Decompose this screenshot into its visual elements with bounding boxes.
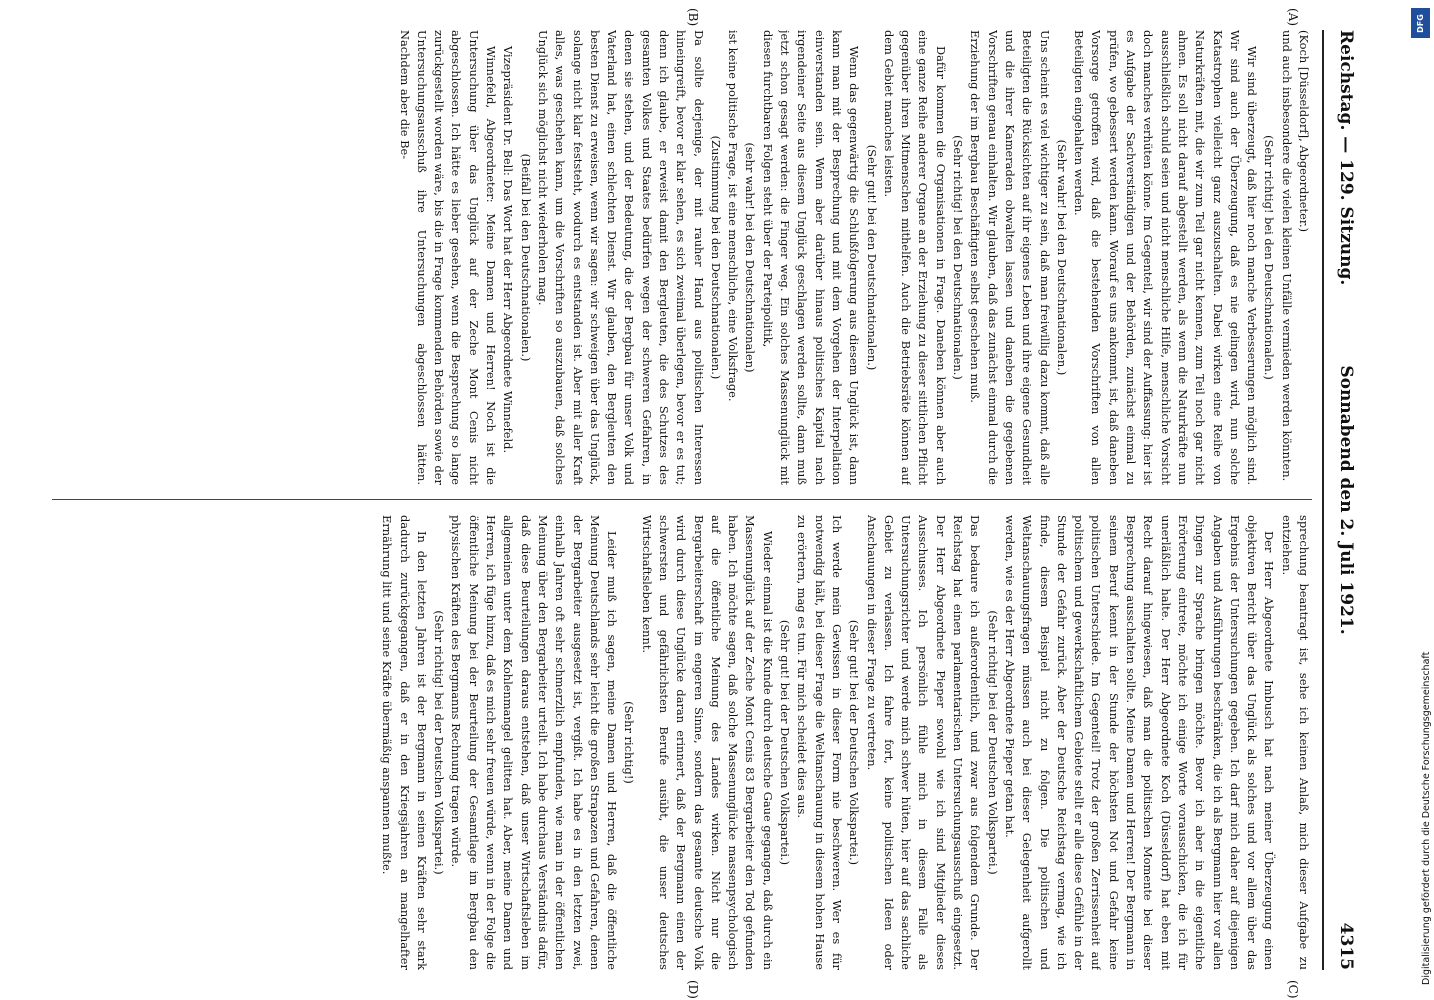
paragraph: (Sehr gut! bei der Deutschen Volkspartei.) — [778, 619, 793, 866]
right-text-column — [52, 515, 1312, 970]
paragraph: sprechung beantragt ist, sehe ich keinen Anlaß, mich dieser Aufgabe zu entziehen. — [1279, 515, 1311, 970]
paragraph: Vizepräsident Dr. Bell: Das Wort hat der Herr Abgeordnete Winnefeld. — [501, 46, 516, 454]
paragraph: Winnefeld, Abgeordneter: Meine Damen und Herren! Noch ist die Untersuchung über das Unglück auf der Zeche Mont Cenis nicht abgeschlossen. Ich hätte es lieber gesehen, wenn die Besprechung so lange zurückgestellt worden wäre, bis die in Frage kommenden Behörden sowie der Untersuchungsausschuß ihre Untersuchungen abgeschlossen hätten. Nachdem aber die Be- — [397, 30, 499, 485]
header-session: Reichstag. — 129. Sitzung. — [1336, 30, 1356, 286]
paragraph: und auch insbesondere die vielen kleinen Unfälle vermieden werden könnten. — [1279, 30, 1294, 482]
paragraph: (Sehr richtig! bei der Deutschen Volkspartei.) — [432, 610, 447, 875]
paragraph: (Sehr gut! bei den Deutschnationalen.) — [864, 144, 879, 371]
paragraph: ist keine politische Frage, ist eine menschliche, eine Volksfrage. — [726, 30, 741, 402]
column-divider — [52, 499, 1312, 500]
paragraph: Wenn das gegenwärtig die Schlußfolgerung aus diesem Unglück ist, dann kann man mit der Besprechung und mit dem Vorgehen der Interpellation einverstanden sein. Wenn aber darüber hinaus politisches Kapital nach irgendeiner Seite aus diesem Unglück geschlagen werden sollte, dann muß jetzt schon gesagt werden: die Finger weg. Ein solches Massenunglück mit diesen furchtbaren Folgen steht über der Parteipolitik, — [760, 30, 862, 485]
paragraph: (Sehr richtig!) — [622, 701, 637, 784]
paragraph: (Sehr richtig! bei den Deutschnationalen.) — [951, 135, 966, 380]
paragraph: Da sollte derjenige, der mit rauher Hand aus politischen Interessen hineingreift, bevor er klar sehen, es sich zweimal überlegen, bevor er es tut; denn ich glaube, er erweist damit den Bergleuten, die des Schutzes des gesamten Volkes und Staates bedürfen wegen der schweren Gefahren, in denen sie stehen, und der Bedeutung, die der Bergbau für unser Volk und Vaterland hat, einen schlechten Dienst. Wir glauben, den Bergleuten den besten Dienst zu erweisen, wenn wir sagen: wir schweigen über das Unglück, solange nicht klar feststeht, wodurch es entstanden ist. Aber mit aller Kraft alles, was geschehen kann, um die Vorschriften so auszubauen, daß solches Unglück sich möglichst nicht wiederholen mag. — [535, 30, 706, 485]
paragraph: Wieder einmal ist die Kunde durch deutsche Gaue gegangen, daß durch ein Massenunglück auf der Zeche Mont Cenis 83 Bergarbeiter den Tod gefunden haben. Ich möchte sagen, daß solche Massenunglücke massenpsychologisch auf die öffentliche Meinung des Landes wirken. Nicht nur die Bergarbeiterschaft im engeren Sinne, sondern das gesamte deutsche Volk wird durch diese Unglücke daran erinnert, daß der Bergmann einen der schwersten und gefährlichsten Berufe ausübt, die unser deutsches Wirtschaftsleben kennt. — [639, 515, 775, 970]
paragraph: (Zustimmung bei den Deutschnationalen.) — [708, 135, 723, 380]
paragraph: (Sehr wahr! bei den Deutschnationalen.) — [1054, 139, 1069, 376]
margin-marker-d: (D) — [686, 980, 700, 999]
paragraph: Leider muß ich sagen, meine Damen und Herren, daß die öffentliche Meinung Deutschlands sehr leicht die großen Strapazen und Gefahren, denen der Bergarbeiter ausgesetzt ist, vergißt. Ich habe es in den letzten zwei, einhalb Jahren oft sehr schmerzlich empfunden, wie man in der öffentlichen Meinung über den Bergarbeiter urteilt. Ich habe durchaus Verständnis dafür, daß diese Beurteilungen daraus entstehen, daß unser Wirtschaftsleben im allgemeinen unter dem Kohlenmangel gelitten hat. Aber, meine Damen und Herren, ich füge hinzu, daß es mich sehr freuen würde, wenn in der Folge die öffentliche Meinung bei der Beurteilung der Gesamtlage im Bergbau den physischen Kräften des Bergmanns Rechnung tragen würde. — [449, 515, 620, 970]
dfg-logo: DFG — [1411, 8, 1430, 38]
paragraph: Wir sind überzeugt, daß hier noch manche Verbesserungen möglich sind. Wir sind auch der Überzeugung, daß es nie gelingen wird, nun solche Katastrophen vielleicht ganz auszuschalten. Dabei wirken eine Reihe von Naturkräften mit, die wir zum Teil gar nicht kennen, zum Teil noch gar nicht ahnen. Es soll nicht darauf abgestellt werden, als wenn die Naturkräfte nun ausschließlich schuld seien und nicht menschliche Hilfe, menschliche Vorsicht doch manches verhüten könne. Im Gegenteil, wir sind der Auffassung: hier ist es Aufgabe der Sachverständigen und der Behörden, zunächst einmal zu prüfen, wo gebessert werden kann. Worauf es uns ankommt, ist, daß daneben Vorsorge getroffen wird, daß die bestehenden Vorschriften von allen Beteiligten eingehalten werden. — [1072, 30, 1260, 485]
paragraph: Das bedaure ich außerordentlich, und zwar aus folgendem Grunde. Der Reichstag hat einen parlamentarischen Untersuchungsausschuß eingesetzt. Der Herr Abgeordnete Pieper sowohl wie ich sind Mitglieder dieses Ausschusses. Ich persönlich fühle mich in diesem Falle als Untersuchungsrichter und werde mich schwer hüten, hier auf das sachliche Gebiet zu verlassen. Ich fahre fort, keine politischen Ideen oder Anschauungen in dieser Frage zu vertreten. — [864, 515, 983, 970]
paragraph: Dafür kommen die Organisationen in Frage. Daneben können aber auch eine ganze Reihe anderer Organe an der Erziehung zu dieser sittlichen Pflicht gegenüber ihren Mitmenschen mithelfen. Auch die Betriebsräte können auf dem Gebiet manches leisten. — [881, 30, 948, 485]
paragraph: (Sehr gut! bei der Deutschen Volkspartei.) — [847, 619, 862, 866]
paragraph: Ich werde mein Gewissen in dieser Form nie beschweren. Wer es für notwendig hält, bei dieser Frage die Weltanschauung in diesem hohen Hause zu erörtern, mag es tun. Für mich scheidet dies aus. — [795, 515, 844, 970]
margin-marker-c: (C) — [1286, 980, 1300, 999]
paragraph: In den letzten Jahren ist der Bergmann in seinen Kräften sehr stark dadurch zurückgegangen, daß er in den Kriegsjahren an mangelhafter Ernährung litt und seine Kräfte übermäßig anspannen mußte. — [380, 515, 429, 970]
margin-marker-a: (A) — [1286, 8, 1300, 27]
left-text-column — [52, 30, 1312, 485]
page-header — [1322, 30, 1360, 970]
paragraph: (sehr wahr! bei den Deutschnationalen) — [743, 142, 758, 373]
paragraph: Der Herr Abgeordnete Imbusch hat nach meiner Überzeugung einen objektiven Bericht über das Unglück als solches und vor allem über das Ergebnis der Untersuchungen gegeben. Ich darf mich daher auf diejenigen Angaben und Ausführungen beschränken, die ich als Bergmann hier vor allen Dingen zur Sprache bringen möchte. Bevor ich aber in die eigentliche Erörterung eintrete, möchte ich einige Worte vorausschicken, die ich für unerläßlich halte. Der Herr Abgeordnete Koch (Düsseldorf) hat eben mit Recht darauf hingewiesen, daß man die politischen Momente bei dieser Besprechung ausschalten sollte. Meine Damen und Herren! Der Bergmann in seinem Beruf kennt in der Stunde der höchsten Not und Gefahr keine politischen Unterschiede. Im Gegenteil! Trotz der großen Zerrissenheit auf politischem und gewerkschaftlichem Gebiete stellt er alle diese Gefühle in der Stunde der Gefahr zurück. Aber der Deutsche Reichstag vermag, wie ich finde, diesem Beispiel nicht zu folgen. Die politischen und Weltanschauungsfragen müssen auch bei dieser Gelegenheit aufgerollt werden, wie es der Herr Abgeordnete Pieper getan hat. — [1002, 515, 1277, 970]
header-date: Sonnabend den 2. Juli 1921. — [1336, 365, 1356, 635]
paragraph: (Koch [Düsseldorf], Abgeordneter.) — [1297, 30, 1311, 233]
sidebar-credit: Digitalisierung gefördert durch die Deutsche Forschungsgemeinschaft — [1421, 651, 1432, 985]
digitization-sidebar — [1408, 0, 1434, 1000]
paragraph: (Sehr richtig! bei den Deutschnationalen.) — [1262, 135, 1277, 380]
paragraph: (Beifall bei den Deutschnationalen.) — [518, 153, 533, 362]
paragraph: (Sehr richtig! bei der Deutschen Volkspartei.) — [985, 610, 1000, 875]
paragraph: Uns scheint es viel wichtiger zu sein, daß man freiwillig dazu kommt, daß alle Beteiligten die Rücksichten auf ihr eigenes Leben und ihre eigene Gesundheit und die ihrer Kameraden obwalten lassen und daneben die gegebenen Vorschriften genau einhalten. Wir glauben, daß das zunächst einmal durch die Erziehung der im Bergbau Beschäftigten selbst geschehen muß. — [968, 30, 1052, 485]
page-number: 4315 — [1336, 922, 1356, 970]
margin-marker-b: (B) — [686, 8, 700, 27]
